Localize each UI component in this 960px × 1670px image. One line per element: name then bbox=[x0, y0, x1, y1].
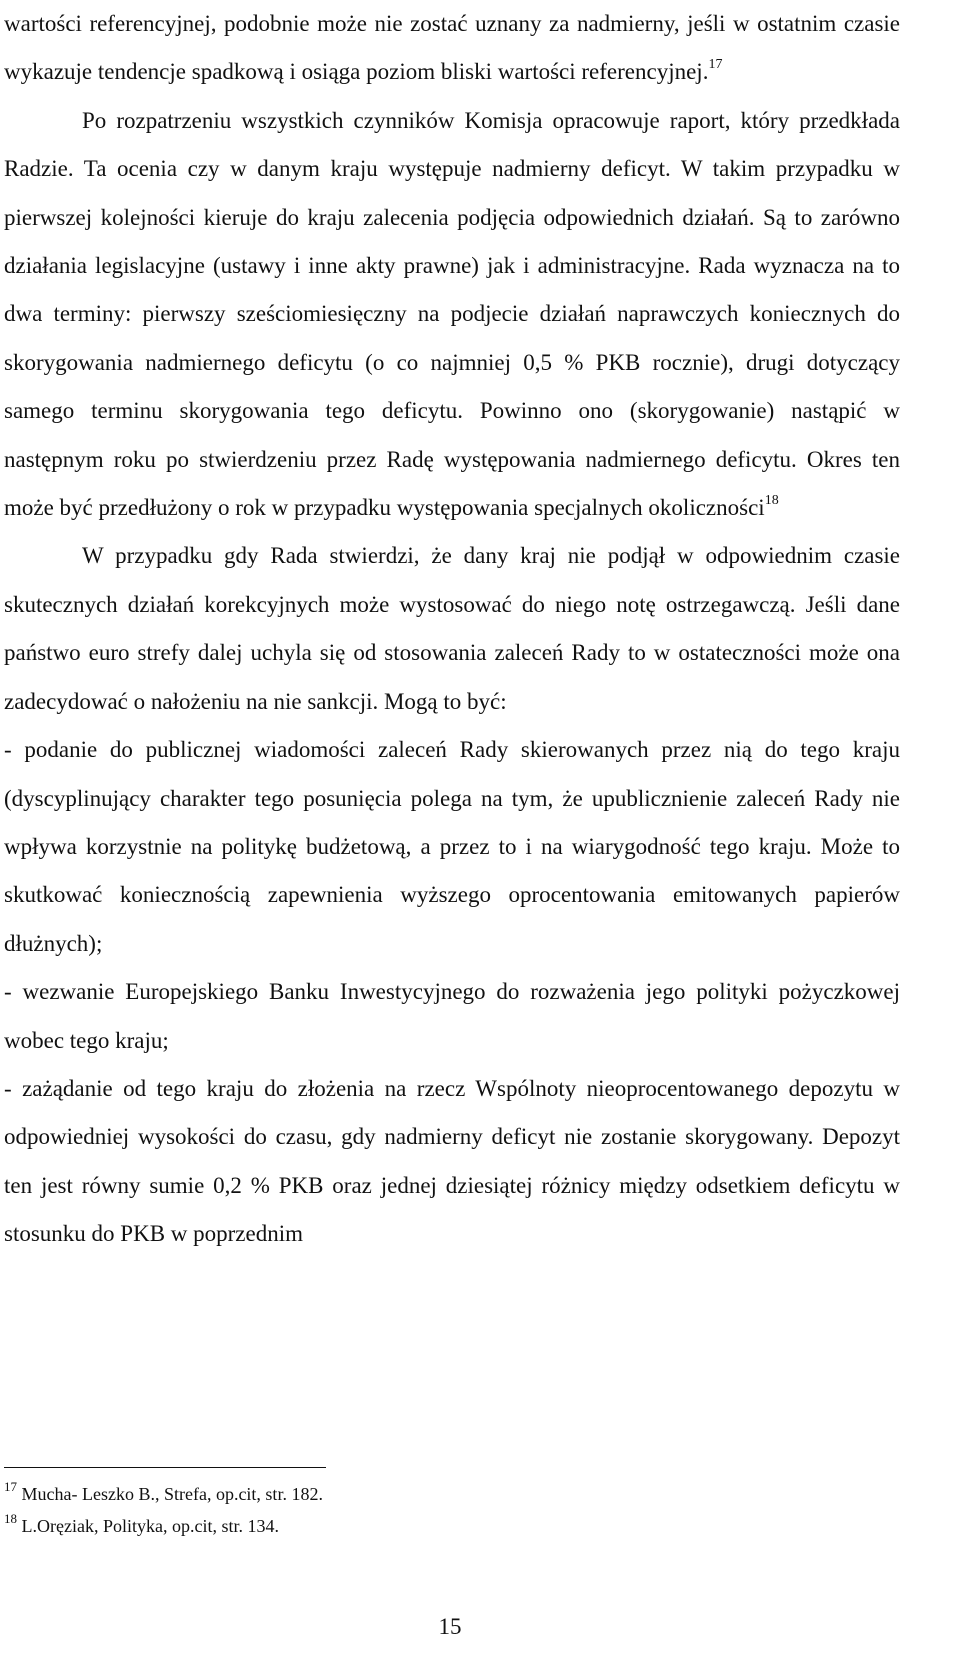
list-item-1: - podanie do publicznej wiadomości zaleceń Rady skierowanych przez nią do tego kraju (dyscyplinujący charakter tego posunięcia polega na tym, że upublicznienie zaleceń Rady nie wpływa korzystnie na politykę budżetową, a przez to i na wiarygodność tego kraju. Może to skutkować koniecznością zapewnienia wyższego oprocentowania emitowanych papierów dłużnych); bbox=[4, 737, 900, 956]
page-number: 15 bbox=[438, 1614, 462, 1639]
footnote-18 bbox=[4, 1510, 900, 1542]
footnote-number: 17 bbox=[4, 1479, 17, 1494]
paragraph-1-text: wartości referencyjnej, podobnie może nie zostać uznany za nadmierny, jeśli w ostatnim czasie wykazuje tendencje spadkową i osiąga poziom bliski wartości referencyjnej. bbox=[4, 11, 900, 85]
list-item-3: - zażądanie od tego kraju do złożenia na rzecz Wspólnoty nieoprocentowanego depozytu w odpowiedniej wysokości do czasu, gdy nadmierny deficyt nie zostanie skorygowany. Depozyt ten jest równy sumie 0,2 % PKB oraz jednej dziesiątej różnicy między odsetkiem deficytu w stosunku do PKB w poprzednim bbox=[4, 1075, 900, 1247]
footnote-number: 18 bbox=[4, 1511, 17, 1526]
list-item-2: - wezwanie Europejskiego Banku Inwestycyjnego do rozważenia jego polityki pożyczkowej wobec tego kraju; bbox=[4, 979, 900, 1053]
paragraph-2 bbox=[4, 97, 900, 533]
body-text bbox=[4, 0, 900, 1259]
footnote-text: L.Oręziak, Polityka, op.cit, str. 134. bbox=[21, 1516, 279, 1536]
paragraph-2-text: Po rozpatrzeniu wszystkich czynników Komisja opracowuje raport, który przedkłada Radzie. Ta ocenia czy w danym kraju występuje nadmierny deficyt. W takim przypadku w pierwszej kolejności kieruje do kraju zalecenia podjęcia odpowiednich działań. Są to zarówno działania legislacyjne (ustawy i inne akty prawne) jak i administracyjne. Rada wyznacza na to dwa terminy: pierwszy sześciomiesięczny na podjecie działań naprawczych koniecznych do skorygowania nadmiernego deficytu (o co najmniej 0,5 % PKB rocznie), drugi dotyczący samego terminu skorygowania tego deficytu. Powinno ono (skorygowanie) nastąpić w następnym roku po stwierdzeniu przez Radę występowania nadmiernego deficytu. Okres ten może być przedłużony o rok w przypadku występowania specjalnych okoliczności bbox=[4, 107, 900, 521]
footnote-separator bbox=[4, 1467, 326, 1468]
paragraph-1 bbox=[4, 0, 900, 97]
footnote-text: Mucha- Leszko B., Strefa, op.cit, str. 182. bbox=[21, 1484, 323, 1504]
footnotes bbox=[4, 1478, 900, 1542]
paragraph-3: W przypadku gdy Rada stwierdzi, że dany kraj nie podjął w odpowiednim czasie skutecznych działań korekcyjnych może wystosować do niego notę ostrzegawczą. Jeśli dane państwo euro strefy dalej uchyla się od stosowania zaleceń Rady to w ostateczności może ona zadecydować o nałożeniu na nie sankcji. Mogą to być: bbox=[4, 543, 900, 714]
footnote-17 bbox=[4, 1478, 900, 1510]
footnote-ref-18: 18 bbox=[764, 493, 779, 509]
footnote-ref-17: 17 bbox=[708, 57, 723, 73]
